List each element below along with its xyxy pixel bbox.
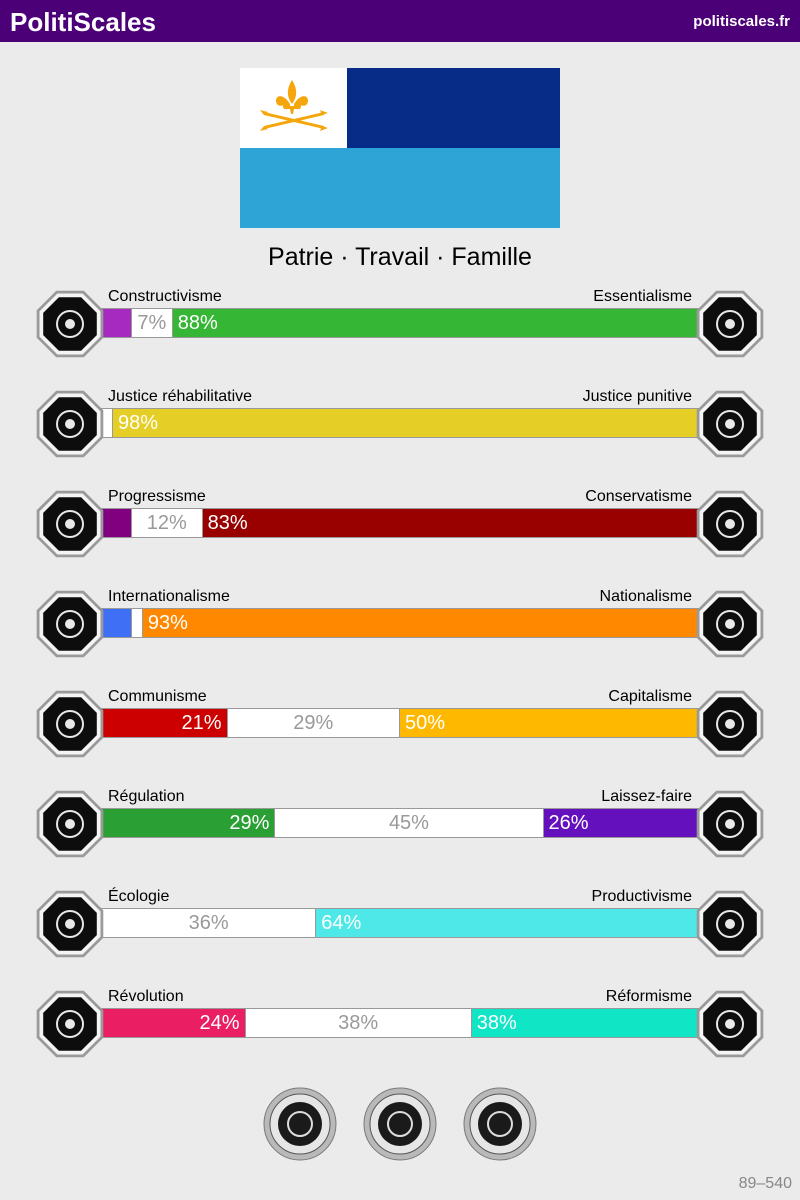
axis-row [0, 888, 800, 964]
axis-right-label: Nationalisme [599, 588, 692, 605]
axis-neutral-segment: 38% [245, 1009, 472, 1037]
axis-left-segment: 21% [101, 709, 227, 737]
brand-logo[interactable]: PolitiScales [10, 7, 156, 37]
prison-bars-icon [694, 388, 766, 460]
compass-badge-icon [363, 1087, 437, 1161]
axis-right-label: Productivisme [591, 888, 692, 905]
axis-right-label: Justice punitive [582, 388, 692, 405]
axis-row [0, 788, 800, 864]
rose-icon [34, 988, 106, 1060]
butterfly-icon [694, 788, 766, 860]
axis-right-segment: 26% [544, 809, 699, 837]
handshake-icon [34, 388, 106, 460]
axis-right-label: Essentialisme [593, 288, 692, 305]
axis-left-segment: 29% [101, 809, 274, 837]
gear-icon [694, 888, 766, 960]
axis-row [0, 288, 800, 364]
flag-icon [694, 588, 766, 660]
axis-row [0, 588, 800, 664]
axis-neutral-segment: 36% [101, 909, 316, 937]
axis-left-label: Progressisme [108, 488, 206, 505]
result-code: 89–540 [738, 1175, 792, 1192]
parliament-icon [694, 988, 766, 1060]
axis-left-label: Régulation [108, 788, 185, 805]
axis-bar [100, 708, 700, 738]
axis-row [0, 388, 800, 464]
axis-bar [100, 808, 700, 838]
money-bag-icon [694, 688, 766, 760]
fingerprint-badge-icon [263, 1087, 337, 1161]
axis-bar [100, 908, 700, 938]
axis-left-label: Écologie [108, 888, 170, 905]
axis-left-label: Communisme [108, 688, 207, 705]
axis-right-segment: 93% [143, 609, 699, 637]
hammer-sickle-icon [34, 688, 106, 760]
axis-right-segment: 38% [472, 1009, 699, 1037]
axis-row [0, 988, 800, 1064]
axis-left-label: Justice réhabilitative [108, 388, 253, 405]
axis-bar [100, 308, 700, 338]
axis-right-segment: 64% [316, 909, 699, 937]
comet-icon [34, 488, 106, 560]
axis-right-segment: 83% [203, 509, 699, 537]
eye-icon [34, 288, 106, 360]
quill-pen-icon [694, 488, 766, 560]
motto: Patrie · Travail · Famille [268, 243, 532, 271]
axis-left-label: Constructivisme [108, 288, 222, 305]
axis-bar [100, 1008, 700, 1038]
axis-bar [100, 408, 700, 438]
result-flag [240, 68, 560, 228]
axis-right-label: Capitalisme [608, 688, 692, 705]
axis-bar [100, 608, 700, 638]
axis-neutral-segment [131, 609, 143, 637]
axis-right-segment: 50% [400, 709, 699, 737]
axis-neutral-segment: 45% [274, 809, 543, 837]
axis-neutral-segment: 7% [131, 309, 173, 337]
axis-left-label: Internationalisme [108, 588, 230, 605]
ruler-icon [34, 788, 106, 860]
axis-left-segment: 24% [101, 1009, 245, 1037]
header-bar [0, 0, 800, 42]
axis-neutral-segment: 12% [131, 509, 203, 537]
axis-right-label: Laissez-faire [601, 788, 692, 805]
axis-neutral-segment: 29% [227, 709, 400, 737]
globe-icon [34, 588, 106, 660]
axis-left-label: Révolution [108, 988, 184, 1005]
axis-right-segment: 98% [113, 409, 699, 437]
sunrise-crown-badge-icon [463, 1087, 537, 1161]
axis-row [0, 488, 800, 564]
axis-bar [100, 508, 700, 538]
axis-row [0, 688, 800, 764]
site-link[interactable]: politiscales.fr [693, 13, 790, 30]
axis-right-segment: 88% [173, 309, 699, 337]
flower-icon [694, 288, 766, 360]
axis-right-label: Réformisme [605, 988, 692, 1005]
sprout-icon [34, 888, 106, 960]
axis-right-label: Conservatisme [585, 488, 692, 505]
